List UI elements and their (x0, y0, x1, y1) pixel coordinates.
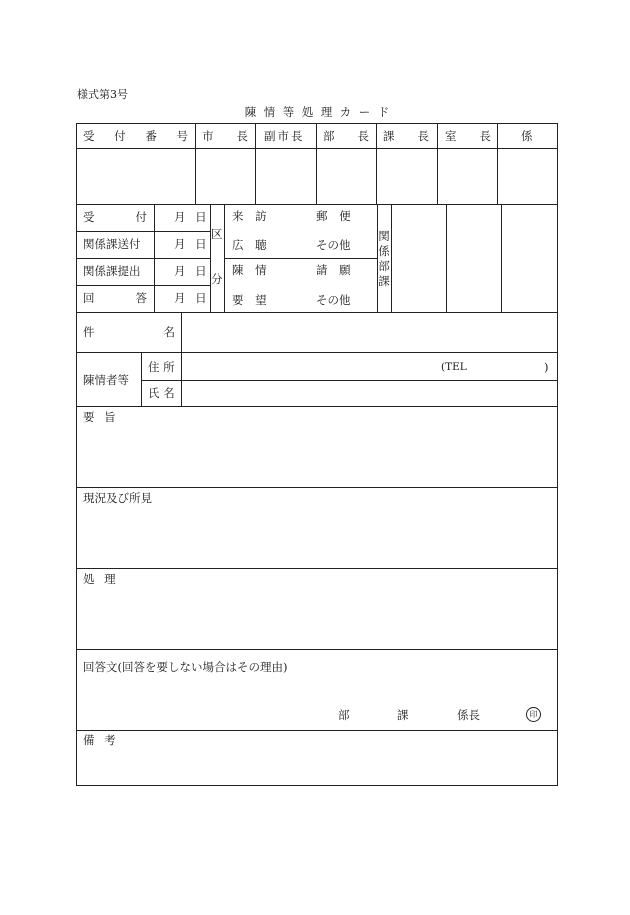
signature-dept: 部 (338, 708, 350, 722)
title-char: 理 (320, 105, 333, 119)
summary-label: 要 旨 (83, 410, 116, 424)
office-head-label: 室 長 (445, 129, 491, 143)
answer-date-label: 回 答 (83, 291, 147, 305)
forwarded-date-label: 関係課送付 (83, 237, 141, 251)
received-date-label: 受 付 (83, 210, 147, 224)
signature-section: 課 (397, 708, 409, 722)
section-head-stamp-cell[interactable] (377, 149, 436, 204)
title-char: ド (377, 105, 390, 119)
dept-head-label: 部 長 (323, 129, 369, 143)
title-char: 等 (282, 105, 295, 119)
submitted-date-label: 関係課提出 (83, 264, 141, 278)
title-char: ー (358, 105, 371, 119)
summary-field[interactable] (77, 426, 557, 486)
address-field[interactable] (182, 353, 437, 380)
category-petition[interactable]: 陳 情 (232, 263, 267, 277)
month-day-label: 月 日 (174, 291, 207, 305)
petitioner-label: 陳情者等 (83, 373, 129, 387)
category-mail[interactable]: 郵 便 (316, 209, 351, 223)
category-visit[interactable]: 来 訪 (232, 209, 267, 223)
form-number: 様式第3号 (77, 88, 128, 101)
name-field[interactable] (182, 381, 557, 406)
answer-label: 回答文(回答を要しない場合はその理由) (83, 660, 288, 674)
status-field[interactable] (77, 507, 557, 567)
title-char: 陳 (244, 105, 257, 119)
category-label-top: 区 (211, 227, 223, 241)
month-day-label: 月 日 (174, 237, 207, 251)
tel-close: ) (544, 360, 549, 374)
handling-label: 処 理 (83, 572, 116, 586)
section-head-label: 課 長 (383, 129, 429, 143)
category-appeal[interactable]: 請 願 (316, 263, 351, 277)
category-hearing[interactable]: 広 聴 (232, 238, 267, 252)
seal-mark: 印 (526, 707, 541, 722)
chief-stamp-cell[interactable] (498, 149, 557, 204)
category-request[interactable]: 要 望 (232, 293, 267, 307)
handling-field[interactable] (77, 588, 557, 648)
category-other-2[interactable]: その他 (316, 293, 351, 307)
receipt-number-cell[interactable] (77, 149, 194, 204)
month-day-label: 月 日 (174, 210, 207, 224)
related-dept-label: 関係部課 (378, 229, 390, 288)
dept-head-stamp-cell[interactable] (317, 149, 375, 204)
mayor-label: 市 長 (202, 129, 248, 143)
name-label: 氏 名 (148, 386, 175, 400)
signature-chief: 係長 (457, 708, 480, 722)
chief-label: 係 (521, 129, 533, 143)
receipt-number-label: 受 付 番 号 (83, 129, 188, 143)
mayor-stamp-cell[interactable] (196, 149, 254, 204)
title-char: カ (339, 105, 352, 119)
answer-field[interactable] (77, 676, 557, 706)
category-label-bottom: 分 (211, 272, 223, 286)
status-label: 現況及び所見 (83, 491, 152, 505)
month-day-label: 月 日 (174, 264, 207, 278)
tel-field[interactable] (470, 353, 540, 380)
subject-field[interactable] (182, 313, 557, 352)
address-label: 住 所 (148, 360, 175, 374)
remarks-field[interactable] (77, 749, 557, 785)
subject-label: 件 名 (83, 325, 175, 339)
category-other-1[interactable]: その他 (316, 238, 351, 252)
tel-label: (TEL (441, 361, 467, 373)
title-char: 情 (263, 105, 276, 119)
vice-mayor-label: 副市長 (264, 129, 305, 143)
vice-mayor-stamp-cell[interactable] (256, 149, 315, 204)
office-head-stamp-cell[interactable] (438, 149, 496, 204)
form-title (76, 104, 558, 120)
title-char: 処 (301, 105, 314, 119)
remarks-label: 備 考 (83, 733, 116, 747)
